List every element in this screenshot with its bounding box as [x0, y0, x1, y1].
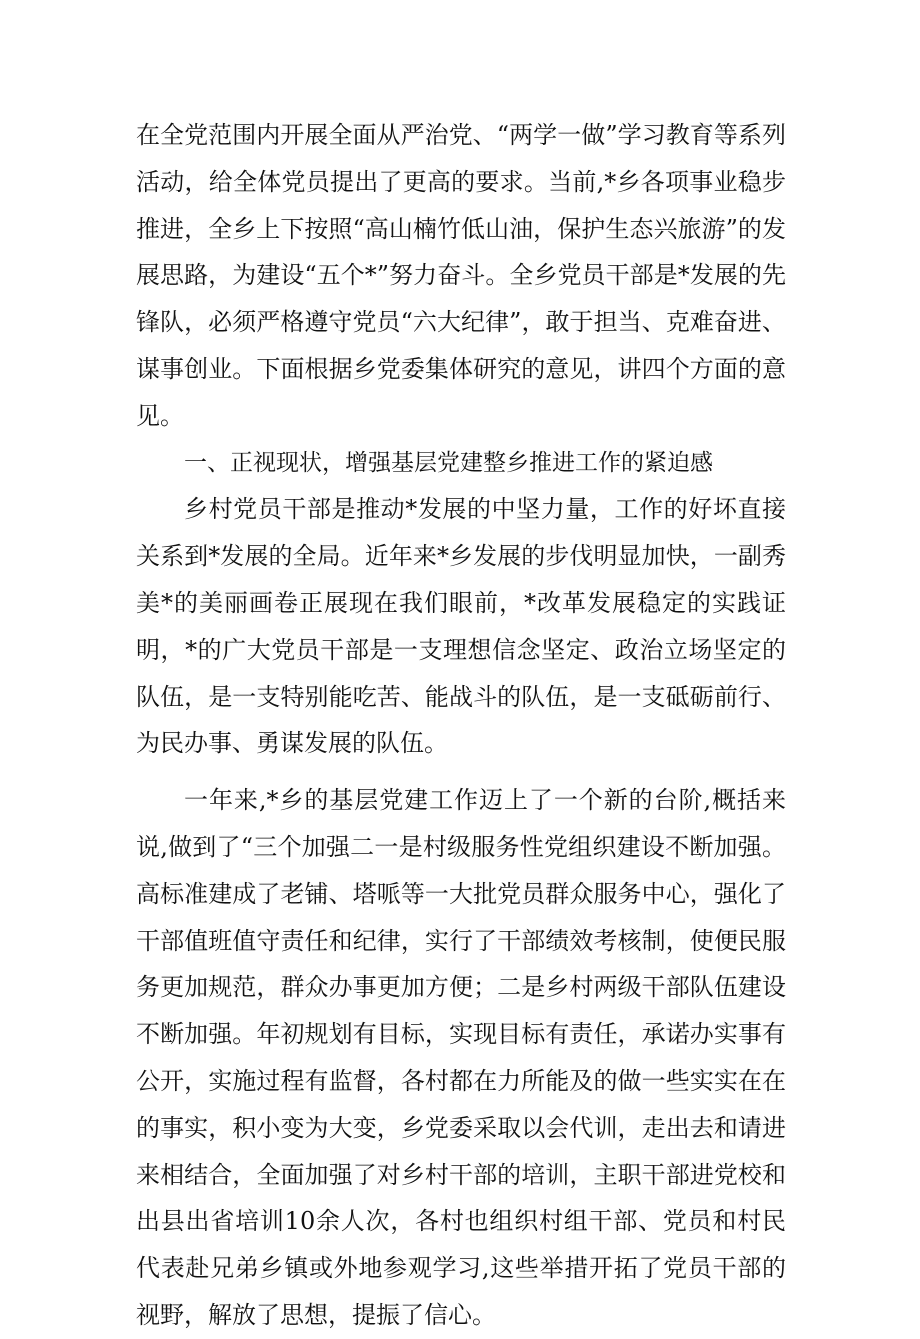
intro-paragraph: 在全党范围内开展全面从严治党、“两学一做”学习教育等系列活动，给全体党员提出了更高的要求。当前,*乡各项事业稳步推进，全乡上下按照“高山楠竹低山油，保护生态兴旅游”的发展思路，为建设“五个*”努力奋斗。全乡党员干部是*发展的先锋队，必须严格遵守党员“六大纪律”，敢于担当、克难奋进、谋事创业。下面根据乡党委集体研究的意见，讲四个方面的意见。 — [136, 121, 786, 430]
section-heading: 一、正视现状，增强基层党建整乡推进工作的紧迫感 — [184, 449, 713, 476]
body-paragraph-2: 乡村党员干部是推动*发展的中坚力量，工作的好坏直接关系到*发展的全局。近年来*乡发展的步伐明显加快，一副秀美*的美丽画卷正展现在我们眼前，*改革发展稳定的实践证明，*的广大党员干部是一支理想信念坚定、政治立场坚定的队伍，是一支特别能吃苦、能战斗的队伍，是一支砥砺前行、为民办事、勇谋发展的队伍。 — [136, 495, 786, 758]
body-paragraph-3: 一年来,*乡的基层党建工作迈上了一个新的台阶,概括来说,做到了“三个加强二一是村级服务性党组织建设不断加强。高标准建成了老铺、塔哌等一大批党员群众服务中心，强化了干部值班值守责任和纪律，实行了干部绩效考核制，使便民服务更加规范，群众办事更加方便；二是乡村两级干部队伍建设不断加强。年初规划有目标，实现目标有责任，承诺办实事有公开，实施过程有监督，各村都在力所能及的做一些实实在在的事实，积小变为大变，乡党委采取以会代训，走出去和请进来相结合，全面加强了对乡村干部的培训，主职干部进党校和出县出省培训10余人次，各村也组织村组干部、党员和村民代表赴兄弟乡镇或外地参观学习,这些举措开拓了党员干部的视野，解放了思想，提振了信心。 — [136, 786, 786, 1329]
document-body — [136, 112, 786, 1339]
